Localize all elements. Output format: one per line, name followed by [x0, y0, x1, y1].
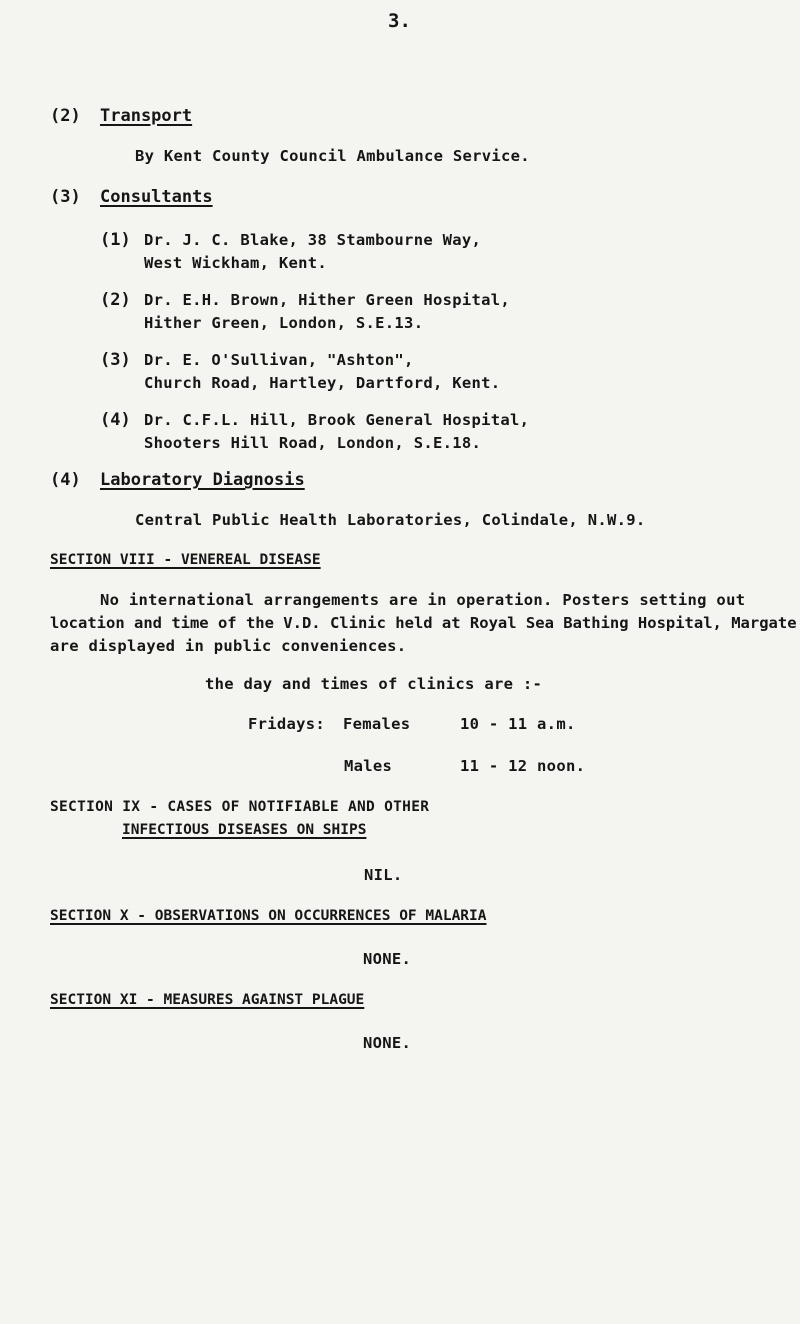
males-time: 11 - 12 noon. — [460, 757, 586, 775]
consultant-4-number: (4) — [100, 410, 131, 430]
section-9-heading-line2: INFECTIOUS DISEASES ON SHIPS — [122, 822, 367, 838]
transport-heading: Transport — [100, 106, 193, 126]
lab-heading: Laboratory Diagnosis — [100, 470, 305, 490]
lab-number: (4) — [50, 470, 81, 490]
lab-text: Central Public Health Laboratories, Colindale, N.W.9. — [135, 511, 646, 529]
consultant-4-line1: Dr. C.F.L. Hill, Brook General Hospital, — [144, 411, 530, 429]
consultants-heading: Consultants — [100, 187, 213, 207]
consultant-2-line2: Hither Green, London, S.E.13. — [144, 314, 424, 332]
consultants-number: (3) — [50, 187, 81, 207]
consultant-3-number: (3) — [100, 350, 131, 370]
females-label: Females — [343, 715, 411, 733]
consultant-2-number: (2) — [100, 290, 131, 310]
transport-text: By Kent County Council Ambulance Service. — [135, 147, 530, 165]
clinic-day: Fridays: — [248, 715, 326, 733]
consultant-1-line1: Dr. J. C. Blake, 38 Stambourne Way, — [144, 231, 482, 249]
section-10-value: NONE. — [363, 950, 412, 968]
consultant-2-line1: Dr. E.H. Brown, Hither Green Hospital, — [144, 291, 511, 309]
section-8-para-line3: are displayed in public conveniences. — [50, 637, 407, 655]
females-time: 10 - 11 a.m. — [460, 715, 576, 733]
section-10-heading: SECTION X - OBSERVATIONS ON OCCURRENCES OF MALARIA — [50, 908, 487, 924]
consultant-3-line2: Church Road, Hartley, Dartford, Kent. — [144, 374, 501, 392]
consultant-1-number: (1) — [100, 230, 131, 250]
consultant-4-line2: Shooters Hill Road, London, S.E.18. — [144, 434, 482, 452]
transport-number: (2) — [50, 106, 81, 126]
clinic-intro: the day and times of clinics are :- — [205, 675, 543, 693]
section-11-heading: SECTION XI - MEASURES AGAINST PLAGUE — [50, 992, 365, 1008]
section-8-para-line1: No international arrangements are in operation. Posters setting out — [100, 591, 746, 609]
section-9-heading-line1: SECTION IX - CASES OF NOTIFIABLE AND OTHER — [50, 799, 430, 815]
consultant-3-line1: Dr. E. O'Sullivan, "Ashton", — [144, 351, 414, 369]
section-11-value: NONE. — [363, 1034, 412, 1052]
section-8-para-line2: location and time of the V.D. Clinic held at Royal Sea Bathing Hospital, Margate — [50, 614, 797, 632]
page-number: 3. — [388, 10, 411, 32]
consultant-1-line2: West Wickham, Kent. — [144, 254, 328, 272]
section-9-value: NIL. — [364, 866, 403, 884]
section-8-heading: SECTION VIII - VENEREAL DISEASE — [50, 552, 321, 568]
males-label: Males — [344, 757, 393, 775]
